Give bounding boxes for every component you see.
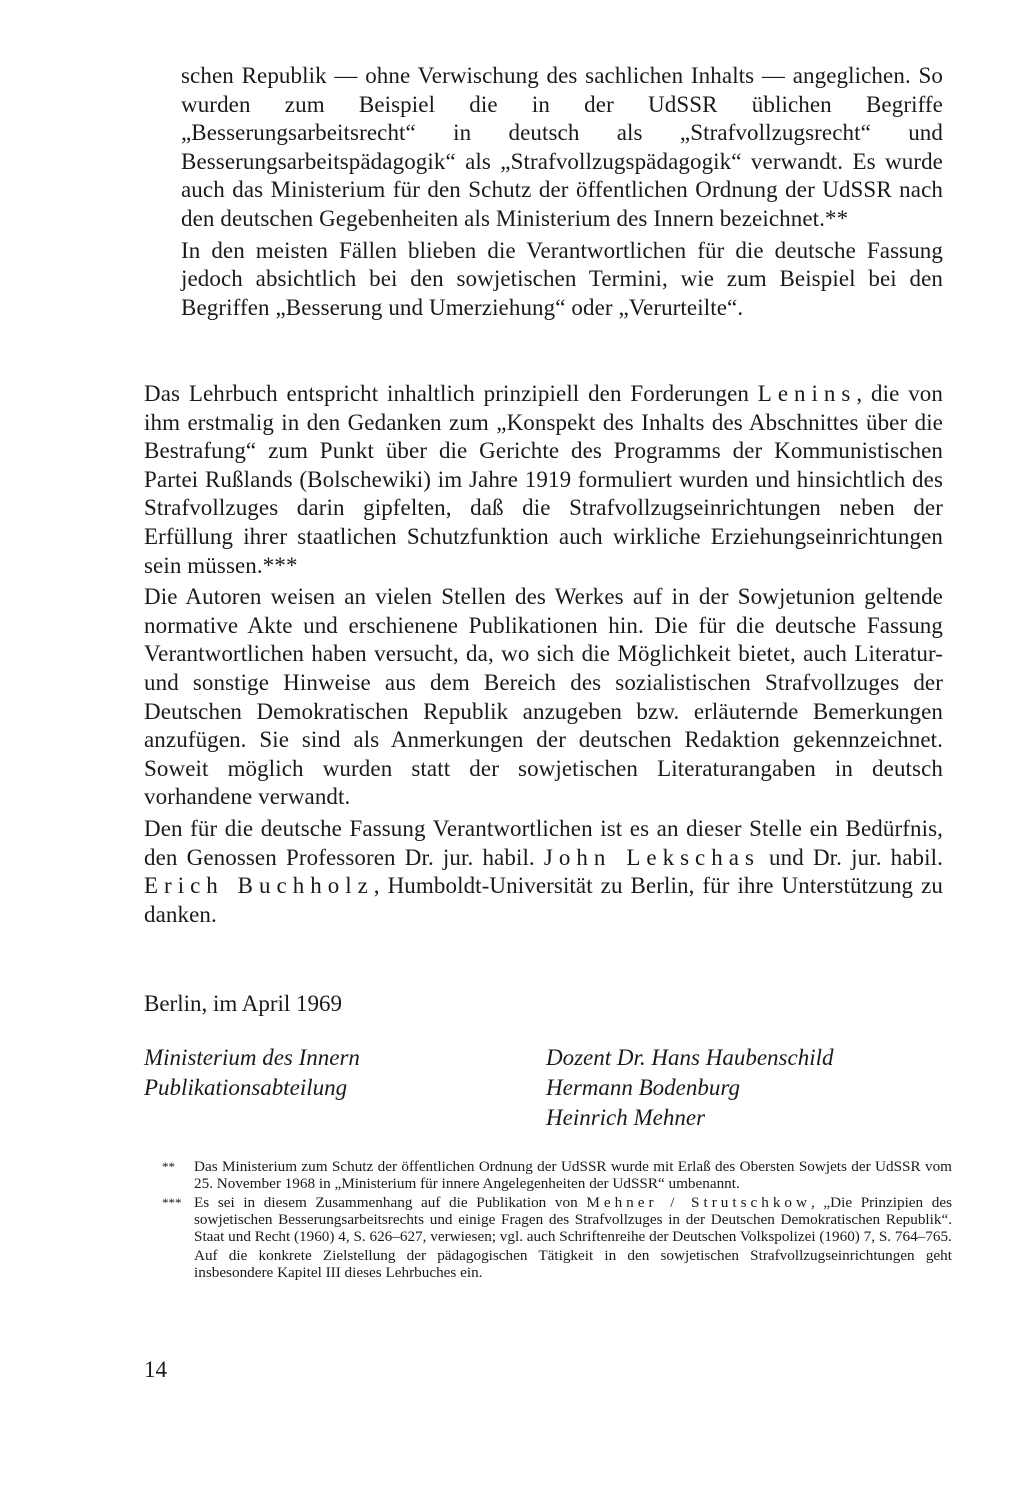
indented-paragraphs bbox=[181, 62, 943, 325]
text-segment: , die von ihm erstmalig in den Gedanken zum „Konspekt des Inhalts des Abschnittes über die Bestrafung“ zum Punkt über die Gerichte des Programms der Kommunistischen Partei Rußlands (Bolschewiki) im Jahre 1919 formuliert wurden und hinsichtlich des Strafvollzuges darin gipfelten, daß die Strafvollzugseinrichtungen neben der Erfüllung ihrer staatlichen Schutzfunktion auch wirkliche Erziehungseinrichtungen sein müssen.*** bbox=[144, 381, 943, 578]
footnote-text bbox=[194, 1194, 952, 1245]
emphasized-name: Mehner / Strutschkow bbox=[586, 1194, 811, 1211]
text-segment: , Humboldt-Universität zu Berlin, für ihre Unterstützung zu danken. bbox=[144, 873, 943, 927]
emphasized-name: Erich Buchholz bbox=[144, 873, 374, 899]
place-date: Berlin, im April 1969 bbox=[144, 991, 343, 1016]
text-segment: und Dr. jur. habil. bbox=[769, 844, 943, 870]
paragraph: schen Republik — ohne Verwischung des sachlichen Inhalts — angeglichen. So wurden zum Beispiel die in der UdSSR üblichen Begriffe „Besserungsarbeitsrecht“ in deutsch als „Strafvollzugsrecht“ und Besserungsarbeitspädagogik“ als „Strafvollzugspädagogik“ verwandt. Es wurde auch das Ministerium für den Schutz der öffentlichen Ordnung der UdSSR nach den deutschen Gegebenheiten als Ministerium des Innern bezeichnet.** bbox=[181, 63, 943, 231]
footnote bbox=[162, 1194, 952, 1245]
text-segment: , „Die Prinzipien des sowjetischen Besserungsarbeitsrechts und einige Fragen des Strafvollzuges in der Deutschen Demokratischen Republik“. Staat und Recht (1960) 4, S. 626–627, verwiesen; vgl. auch Schriftenreihe der Deutschen Volkspolizei (1960) 7, S. 764–765. bbox=[194, 1194, 953, 1245]
paragraph bbox=[144, 815, 943, 929]
paragraph: In den meisten Fällen blieben die Verantwortlichen für die deutsche Fassung jedoch absichtlich bei den sowjetischen Termini, wie zum Beispiel bei den Begriffen „Besserung und Umerziehung“ oder „Verurteilte“. bbox=[181, 237, 943, 320]
page-number: 14 bbox=[144, 1357, 167, 1382]
signature-line: Ministerium des Innern bbox=[144, 1045, 360, 1070]
footnote-continuation: Auf die konkrete Zielstellung der pädagogischen Tätigkeit in den sowjetischen Strafvollzugseinrichtungen geht insbesondere Kapitel III dieses Lehrbuches ein. bbox=[194, 1247, 952, 1281]
paragraph: Die Autoren weisen an vielen Stellen des Werkes auf in der Sowjetunion geltende normative Akte und erschienene Publikationen hin. Die für die deutsche Fassung Verantwortlichen haben versucht, da, wo sich die Möglichkeit bietet, auch Literatur- und sonstige Hinweise aus dem Bereich des sozialistischen Strafvollzuges der Deutschen Demokratischen Republik anzugeben bzw. erläuternde Bemerkungen anzufügen. Sie sind als Anmerkungen der deutschen Redaktion gekennzeichnet. Soweit möglich wurden statt der sowjetischen Literaturangaben in deutsch vorhandene verwandt. bbox=[144, 584, 943, 810]
footnote-mark: *** bbox=[162, 1195, 182, 1210]
signature-line: Dozent Dr. Hans Haubenschild bbox=[546, 1045, 834, 1070]
signature-right bbox=[546, 1043, 834, 1133]
text-segment: Es sei in diesem Zusammenhang auf die Publikation von bbox=[194, 1194, 578, 1211]
signature-left bbox=[144, 1043, 360, 1103]
main-text bbox=[144, 380, 943, 932]
footnote-text: Das Ministerium zum Schutz der öffentlichen Ordnung der UdSSR wurde mit Erlaß des Obersten Sowjets der UdSSR vom 25. November 1968 in „Ministerium für innere Angelegenheiten der UdSSR“ umbenannt. bbox=[194, 1158, 952, 1192]
emphasized-name: Lenins bbox=[757, 381, 857, 406]
text-segment: Das Lehrbuch entspricht inhaltlich prinzipiell den Forderungen bbox=[144, 381, 749, 406]
text-segment: Den für die deutsche Fassung Verantwortlichen ist es an dieser Stelle ein Bedürfnis, den Genossen Professoren Dr. jur. habil. bbox=[144, 815, 943, 870]
footnote-mark: ** bbox=[162, 1159, 175, 1174]
signature-line: Hermann Bodenburg bbox=[546, 1075, 740, 1100]
signature-line: Publikationsabteilung bbox=[144, 1075, 348, 1100]
paragraph bbox=[144, 380, 943, 580]
signature-line: Heinrich Mehner bbox=[546, 1105, 706, 1130]
footnotes bbox=[162, 1158, 952, 1281]
footnote bbox=[162, 1158, 952, 1192]
emphasized-name: John Lekschas bbox=[543, 844, 760, 870]
